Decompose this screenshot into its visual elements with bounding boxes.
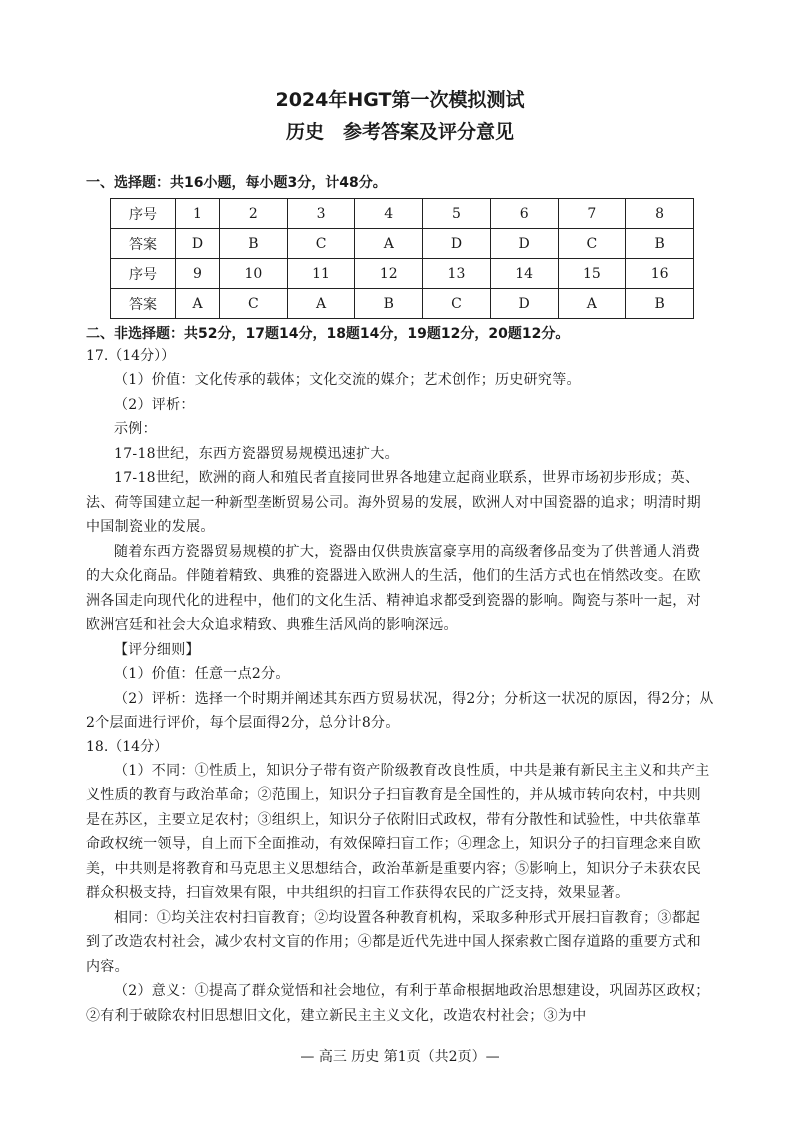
question-number: 15: [558, 259, 626, 289]
answer-cell: D: [490, 289, 558, 319]
q17-paragraph: （2）评析：: [114, 396, 195, 413]
row-label: 序号: [111, 199, 176, 229]
table-row: [111, 289, 694, 319]
answer-cell: B: [626, 289, 694, 319]
question-18-heading: 18.（14分）: [86, 738, 169, 755]
question-number: 10: [220, 259, 288, 289]
table-row: [111, 199, 694, 229]
question-number: 2: [220, 199, 288, 229]
table-row: [111, 259, 694, 289]
section-2-heading: 二、非选择题：共52分，17题14分，18题14分，19题12分，20题12分。: [86, 326, 570, 342]
q17-paragraph: 17-18世纪，东西方瓷器贸易规模迅速扩大。: [114, 445, 399, 462]
row-label: 答案: [111, 289, 176, 319]
question-number: 4: [355, 199, 423, 229]
question-number: 7: [558, 199, 626, 229]
answer-cell: A: [355, 229, 423, 259]
row-label: 序号: [111, 259, 176, 289]
q17-paragraph: 17-18世纪，欧洲的商人和殖民者直接同世界各地建立起商业联系，世界市场初步形成；英、法、荷等国建立起一种新型垄断贸易公司。海外贸易的发展，欧洲人对中国瓷器的追求；明清时期中国制瓷业的发展。: [86, 470, 701, 535]
q17-paragraph: 【评分细则】: [114, 641, 200, 658]
table-row: [111, 229, 694, 259]
row-label: 答案: [111, 229, 176, 259]
q17-paragraph: （1）价值：任意一点2分。: [114, 666, 290, 682]
answer-cell: B: [355, 289, 423, 319]
document-subtitle: 历史 参考答案及评分意见: [285, 121, 514, 143]
question-number: 9: [176, 259, 220, 289]
answer-cell: B: [626, 229, 694, 259]
question-number: 14: [490, 259, 558, 289]
question-number: 11: [287, 259, 355, 289]
question-17-heading: 17.（14分））: [86, 348, 176, 364]
answer-cell: D: [176, 229, 220, 259]
q17-paragraph: （2）评析：选择一个时期并阐述其东西方贸易状况，得2分；分析这一状况的原因，得2分；从2个层面进行评价，每个层面得2分，总分计8分。: [86, 690, 714, 731]
answer-table: [110, 198, 694, 319]
question-number: 13: [423, 259, 491, 289]
answer-cell: A: [558, 289, 626, 319]
question-number: 3: [287, 199, 355, 229]
q17-paragraph: 随着东西方瓷器贸易规模的扩大，瓷器由仅供贵族富豪享用的高级奢侈品变为了供普通人消费的大众化商品。伴随着精致、典雅的瓷器进入欧洲人的生活，他们的生活方式也在悄然改变。在欧洲各国走向现代化的进程中，他们的文化生活、精神追求都受到瓷器的影响。陶瓷与茶叶一起，对欧洲宫廷和社会大众追求精致、典雅生活风尚的影响深远。: [86, 543, 701, 633]
q17-paragraph: 示例：: [114, 421, 157, 437]
answer-cell: C: [423, 289, 491, 319]
answer-cell: C: [558, 229, 626, 259]
q18-paragraph: （2）意义：①提高了群众觉悟和社会地位，有利于革命根据地政治思想建设，巩固苏区政权；②有利于破除农村旧思想旧文化，建立新民主主义文化，改造农村社会；③为中: [86, 983, 710, 1024]
document-title: 2024年HGT第一次模拟测试: [275, 89, 525, 111]
question-number: 6: [490, 199, 558, 229]
answer-cell: D: [490, 229, 558, 259]
q17-paragraph: （1）价值：文化传承的载体；文化交流的媒介；艺术创作；历史研究等。: [114, 372, 581, 388]
q18-paragraph: 相同：①均关注农村扫盲教育；②均设置各种教育机构，采取多种形式开展扫盲教育；③都起到了改造农村社会，减少农村文盲的作用；④都是近代先进中国人探索救亡图存道路的重要方式和内容。: [86, 909, 701, 975]
section-1-heading: 一、选择题：共16小题，每小题3分，计48分。: [86, 175, 387, 191]
answer-cell: D: [423, 229, 491, 259]
question-number: 12: [355, 259, 423, 289]
answer-cell: C: [287, 229, 355, 259]
question-number: 8: [626, 199, 694, 229]
q18-paragraph: （1）不同：①性质上，知识分子带有资产阶级教育改良性质，中共是兼有新民主主义和共产主义性质的教育与政治革命；②范围上，知识分子扫盲教育是全国性的，并从城市转向农村，中共则是在苏区，主要立足农村；③组织上，知识分子依附旧式政权，带有分散性和试验性，中共依靠革命政权统一领导，自上而下全面推动，有效保障扫盲工作；④理念上，知识分子的扫盲理念来自欧美，中共则是将教育和马克思主义思想结合，政治革新是重要内容；⑤影响上，知识分子未获农民群众积极支持，扫盲效果有限，中共组织的扫盲工作获得农民的广泛支持，效果显著。: [86, 762, 710, 901]
question-number: 5: [423, 199, 491, 229]
question-number: 16: [626, 259, 694, 289]
question-number: 1: [176, 199, 220, 229]
answer-cell: B: [220, 229, 288, 259]
answer-cell: A: [287, 289, 355, 319]
answer-cell: C: [220, 289, 288, 319]
answer-cell: A: [176, 289, 220, 319]
page-footer: — 高三 历史 第1页（共2页）—: [300, 1049, 500, 1065]
